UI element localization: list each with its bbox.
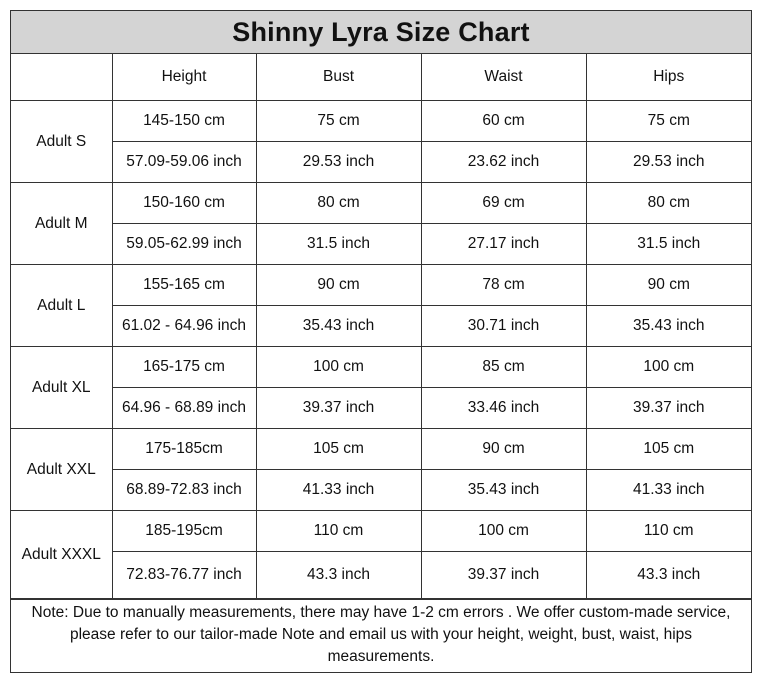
waist-cm-cell: 78 cm: [421, 265, 586, 306]
bust-inch-cell: 35.43 inch: [256, 306, 421, 347]
table-row: [11, 470, 751, 511]
bust-cm-cell: 105 cm: [256, 429, 421, 470]
size-label: Adult S: [11, 101, 112, 183]
hips-cm-cell: 75 cm: [586, 101, 751, 142]
bust-cm-cell: 110 cm: [256, 511, 421, 552]
bust-inch-cell: 41.33 inch: [256, 470, 421, 511]
chart-title: Shinny Lyra Size Chart: [11, 11, 751, 54]
table-row: [11, 101, 751, 142]
hips-cm-cell: 110 cm: [586, 511, 751, 552]
header-height: Height: [112, 54, 256, 101]
table-row: [11, 142, 751, 183]
table-row: [11, 183, 751, 224]
table-row: [11, 224, 751, 265]
waist-cm-cell: 90 cm: [421, 429, 586, 470]
height-inch-cell: 68.89-72.83 inch: [112, 470, 256, 511]
header-waist: Waist: [421, 54, 586, 101]
waist-cm-cell: 85 cm: [421, 347, 586, 388]
waist-inch-cell: 35.43 inch: [421, 470, 586, 511]
height-cm-cell: 175-185cm: [112, 429, 256, 470]
hips-cm-cell: 90 cm: [586, 265, 751, 306]
table-row: [11, 552, 751, 599]
hips-inch-cell: 29.53 inch: [586, 142, 751, 183]
waist-inch-cell: 23.62 inch: [421, 142, 586, 183]
hips-inch-cell: 39.37 inch: [586, 388, 751, 429]
header-bust: Bust: [256, 54, 421, 101]
table-row: [11, 265, 751, 306]
bust-cm-cell: 100 cm: [256, 347, 421, 388]
table-row: [11, 388, 751, 429]
header-corner: [11, 54, 112, 101]
table-row: [11, 306, 751, 347]
table-row: [11, 511, 751, 552]
height-inch-cell: 57.09-59.06 inch: [112, 142, 256, 183]
size-label: Adult XL: [11, 347, 112, 429]
size-label: Adult M: [11, 183, 112, 265]
waist-inch-cell: 39.37 inch: [421, 552, 586, 599]
waist-inch-cell: 27.17 inch: [421, 224, 586, 265]
hips-inch-cell: 35.43 inch: [586, 306, 751, 347]
size-label: Adult L: [11, 265, 112, 347]
size-chart: [10, 10, 752, 673]
height-inch-cell: 61.02 - 64.96 inch: [112, 306, 256, 347]
height-cm-cell: 185-195cm: [112, 511, 256, 552]
size-label: Adult XXXL: [11, 511, 112, 599]
height-inch-cell: 59.05-62.99 inch: [112, 224, 256, 265]
hips-cm-cell: 80 cm: [586, 183, 751, 224]
bust-inch-cell: 29.53 inch: [256, 142, 421, 183]
waist-inch-cell: 33.46 inch: [421, 388, 586, 429]
note-text: Note: Due to manually measurements, there may have 1-2 cm errors . We offer custom-made service, please refer to our tailor-made Note and email us with your height, weight, bust, waist, hips measurements.: [11, 599, 751, 672]
height-cm-cell: 165-175 cm: [112, 347, 256, 388]
bust-inch-cell: 43.3 inch: [256, 552, 421, 599]
table-row: [11, 347, 751, 388]
bust-cm-cell: 80 cm: [256, 183, 421, 224]
hips-inch-cell: 31.5 inch: [586, 224, 751, 265]
height-inch-cell: 72.83-76.77 inch: [112, 552, 256, 599]
bust-cm-cell: 75 cm: [256, 101, 421, 142]
header-row: [11, 54, 751, 101]
size-table: [11, 54, 751, 599]
height-cm-cell: 150-160 cm: [112, 183, 256, 224]
hips-inch-cell: 41.33 inch: [586, 470, 751, 511]
waist-cm-cell: 100 cm: [421, 511, 586, 552]
hips-inch-cell: 43.3 inch: [586, 552, 751, 599]
bust-inch-cell: 31.5 inch: [256, 224, 421, 265]
hips-cm-cell: 105 cm: [586, 429, 751, 470]
height-cm-cell: 145-150 cm: [112, 101, 256, 142]
height-cm-cell: 155-165 cm: [112, 265, 256, 306]
waist-cm-cell: 60 cm: [421, 101, 586, 142]
waist-cm-cell: 69 cm: [421, 183, 586, 224]
size-label: Adult XXL: [11, 429, 112, 511]
waist-inch-cell: 30.71 inch: [421, 306, 586, 347]
hips-cm-cell: 100 cm: [586, 347, 751, 388]
bust-inch-cell: 39.37 inch: [256, 388, 421, 429]
bust-cm-cell: 90 cm: [256, 265, 421, 306]
table-row: [11, 429, 751, 470]
height-inch-cell: 64.96 - 68.89 inch: [112, 388, 256, 429]
header-hips: Hips: [586, 54, 751, 101]
